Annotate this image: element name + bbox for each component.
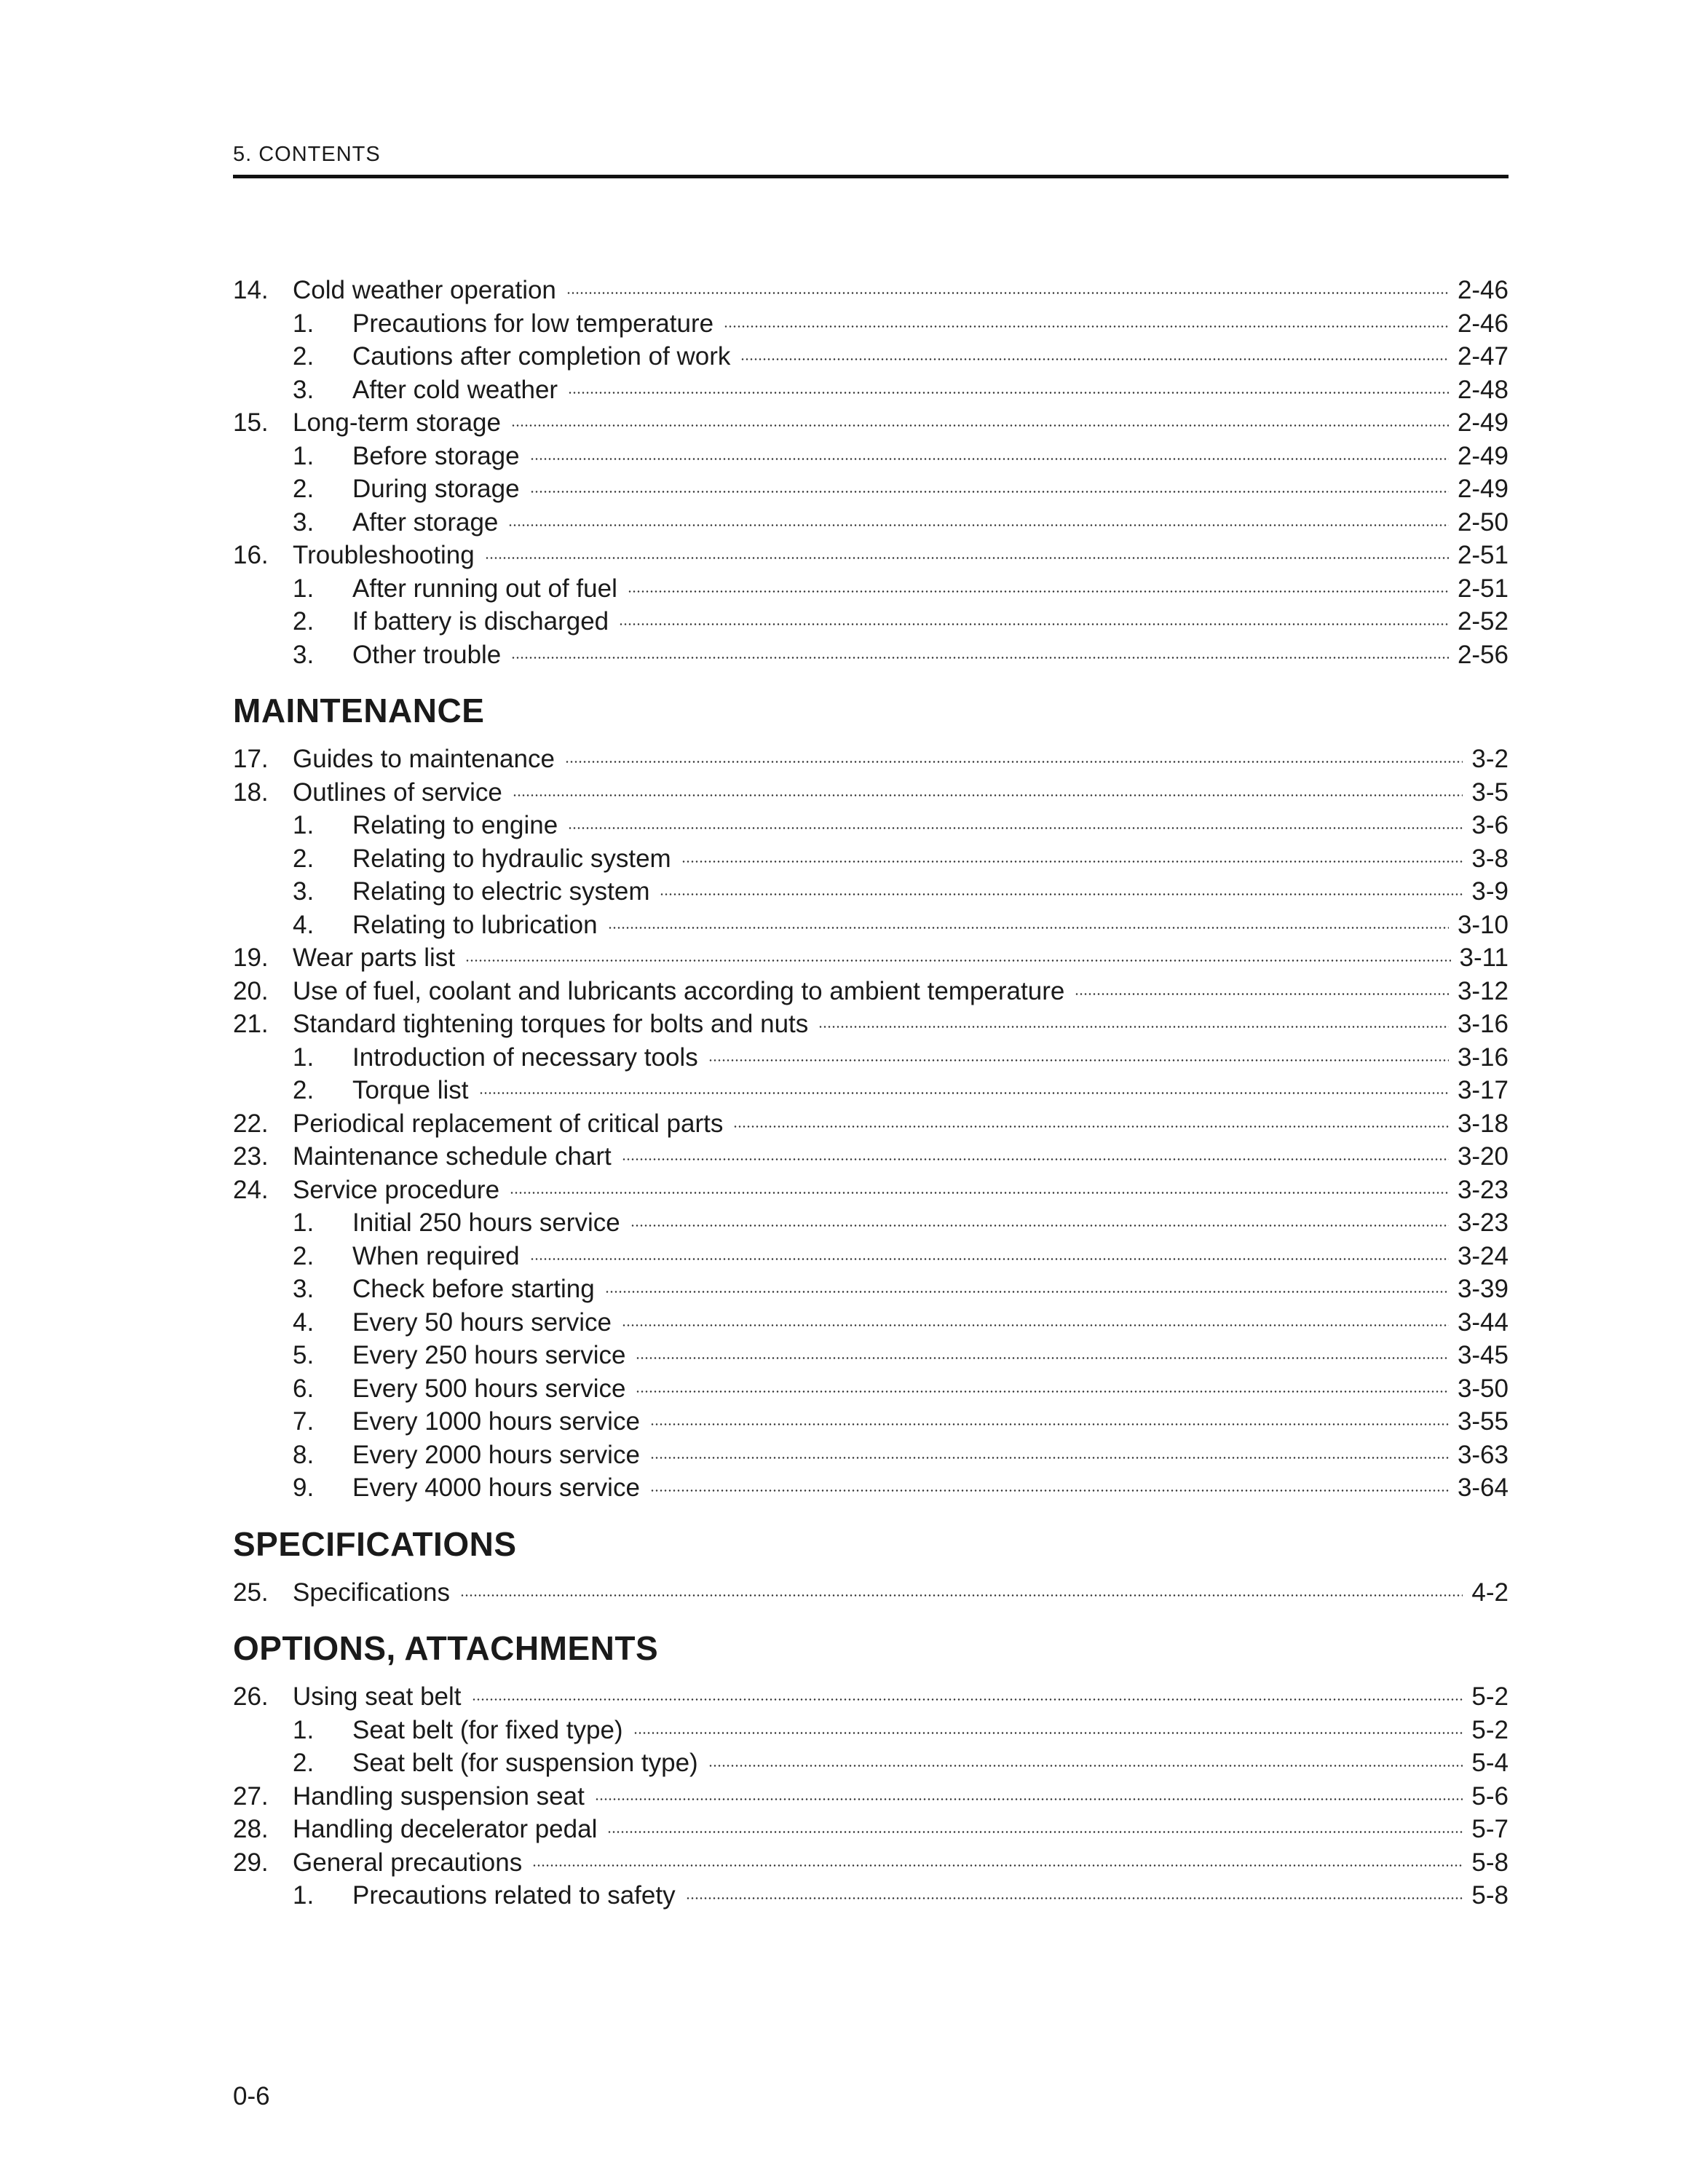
toc-entry <box>233 1008 1509 1041</box>
toc-entry-title: Wear parts list <box>293 943 456 972</box>
toc-entry-page: 3-20 <box>1457 1142 1509 1171</box>
toc-entry-number: 1. <box>293 441 315 470</box>
toc-entry-title: Every 500 hours service <box>352 1374 626 1403</box>
toc-entry-title: Relating to electric system <box>352 877 650 906</box>
toc-subentry <box>233 506 1509 539</box>
toc-subentry <box>233 1405 1509 1439</box>
toc-entry-page: 3-17 <box>1457 1076 1509 1104</box>
toc-entry <box>233 1846 1509 1880</box>
toc-entry-title: Initial 250 hours service <box>352 1208 620 1237</box>
dot-leader <box>622 1158 1449 1160</box>
toc-entry-title: Every 2000 hours service <box>352 1440 640 1469</box>
toc-entry-page: 3-8 <box>1471 844 1509 873</box>
toc-entry-title: Torque list <box>352 1076 469 1104</box>
toc-entry-page: 3-18 <box>1457 1109 1509 1138</box>
toc-entry-title: Relating to lubrication <box>352 910 598 939</box>
dot-leader <box>530 458 1449 460</box>
toc-entry-number: 28. <box>233 1815 269 1843</box>
toc-subentry <box>233 572 1509 606</box>
toc-entry-page: 3-39 <box>1457 1275 1509 1303</box>
toc-entry-number: 3. <box>293 507 315 537</box>
toc-entry-title: Cautions after completion of work <box>352 342 731 371</box>
toc-entry-page: 3-45 <box>1457 1341 1509 1369</box>
dot-leader <box>472 1698 1463 1701</box>
toc-subentry <box>233 605 1509 638</box>
toc-entry-number: 2. <box>293 1749 315 1777</box>
toc-subentry <box>233 1240 1509 1273</box>
toc-entry-page: 2-49 <box>1457 408 1509 437</box>
running-header: 5. CONTENTS <box>233 143 381 166</box>
toc-entry-title: Other trouble <box>352 640 502 669</box>
toc-subentry <box>233 373 1509 407</box>
page-number: 0-6 <box>233 2082 270 2110</box>
toc-entry-page: 3-9 <box>1471 877 1509 906</box>
toc-entry-page: 2-46 <box>1457 309 1509 338</box>
dot-leader <box>633 1732 1463 1734</box>
toc-entry-page: 5-4 <box>1471 1749 1509 1777</box>
dot-leader <box>660 893 1463 895</box>
toc-entry-number: 19. <box>233 943 269 972</box>
dot-leader <box>608 927 1449 929</box>
toc-entry-page: 3-6 <box>1471 811 1509 839</box>
toc-entry-number: 27. <box>233 1781 269 1811</box>
toc-subentry <box>233 1041 1509 1075</box>
dot-leader <box>532 1864 1463 1867</box>
toc-entry-title: Handling decelerator pedal <box>293 1815 598 1843</box>
toc-entry-title: Precautions related to safety <box>352 1881 676 1910</box>
toc-entry-title: General precautions <box>293 1848 523 1877</box>
dot-leader <box>566 292 1449 294</box>
toc-entry-number: 6. <box>293 1374 315 1403</box>
toc-entry-page: 3-23 <box>1457 1208 1509 1237</box>
toc-entry-title: Every 4000 hours service <box>352 1473 640 1502</box>
toc-entry-number: 7. <box>293 1407 315 1436</box>
toc-entry-title: Maintenance schedule chart <box>293 1142 612 1171</box>
dot-leader <box>681 860 1463 863</box>
toc-entry-number: 2. <box>293 1076 315 1104</box>
toc-entry <box>233 776 1509 810</box>
toc-entry-page: 3-12 <box>1457 976 1509 1005</box>
dot-leader <box>636 1357 1448 1359</box>
toc-entry-title: Seat belt (for fixed type) <box>352 1715 623 1744</box>
toc-entry <box>233 941 1509 975</box>
toc-subentry <box>233 1372 1509 1406</box>
toc-entry <box>233 1107 1509 1141</box>
dot-leader <box>1075 993 1449 995</box>
toc-entry-number: 21. <box>233 1010 269 1038</box>
toc-entry-page: 3-44 <box>1457 1307 1509 1337</box>
toc-entry-title: Troubleshooting <box>293 541 475 569</box>
toc-entry-number: 3. <box>293 877 315 906</box>
toc-entry-title: Cold weather operation <box>293 276 556 304</box>
toc-entry-number: 4. <box>293 910 315 939</box>
table-of-contents <box>233 274 1509 1912</box>
toc-entry-title: Periodical replacement of critical parts <box>293 1109 724 1138</box>
dot-leader <box>510 1192 1449 1194</box>
toc-entry-page: 3-50 <box>1457 1374 1509 1403</box>
toc-subentry <box>233 1273 1509 1306</box>
toc-subentry <box>233 1339 1509 1372</box>
toc-entry-title: Service procedure <box>293 1175 500 1204</box>
toc-entry-page: 3-16 <box>1457 1010 1509 1038</box>
toc-entry-number: 29. <box>233 1848 269 1877</box>
toc-entry <box>233 743 1509 776</box>
dot-leader <box>595 1798 1463 1800</box>
header-rule <box>233 175 1509 178</box>
toc-entry-page: 3-23 <box>1457 1175 1509 1204</box>
toc-entry-title: Long-term storage <box>293 408 501 437</box>
dot-leader <box>485 557 1449 559</box>
dot-leader <box>605 1291 1449 1293</box>
dot-leader <box>530 491 1449 493</box>
toc-subentry <box>233 307 1509 341</box>
toc-entry-title: When required <box>352 1241 520 1270</box>
toc-entry-page: 3-55 <box>1457 1407 1509 1436</box>
toc-entry-page: 5-8 <box>1471 1881 1509 1910</box>
toc-entry-title: Guides to maintenance <box>293 745 555 773</box>
toc-entry <box>233 1813 1509 1846</box>
section-heading: MAINTENANCE <box>233 692 485 729</box>
toc-subentry <box>233 1306 1509 1340</box>
toc-entry <box>233 1140 1509 1174</box>
toc-entry-number: 1. <box>293 574 315 603</box>
dot-leader <box>511 657 1449 659</box>
toc-entry-number: 9. <box>293 1473 315 1502</box>
toc-entry-page: 2-56 <box>1457 640 1509 669</box>
toc-subentry <box>233 340 1509 373</box>
toc-entry-title: Precautions for low temperature <box>352 309 714 338</box>
toc-subentry <box>233 1471 1509 1505</box>
toc-entry-number: 5. <box>293 1341 315 1369</box>
toc-entry-number: 3. <box>293 1275 315 1303</box>
toc-entry-number: 26. <box>233 1682 269 1711</box>
dot-leader <box>650 1489 1449 1492</box>
toc-entry-page: 2-49 <box>1457 475 1509 503</box>
toc-subentry <box>233 472 1509 506</box>
toc-entry-page: 3-16 <box>1457 1042 1509 1072</box>
toc-entry <box>233 274 1509 307</box>
toc-entry-number: 2. <box>293 607 315 636</box>
toc-entry-page: 2-51 <box>1457 541 1509 569</box>
dot-leader <box>465 960 1451 962</box>
toc-entry-page: 5-2 <box>1471 1682 1509 1711</box>
toc-subentry <box>233 809 1509 842</box>
toc-entry <box>233 539 1509 572</box>
dot-leader <box>733 1125 1449 1128</box>
toc-subentry <box>233 638 1509 672</box>
dot-leader <box>628 590 1449 593</box>
toc-entry-page: 5-2 <box>1471 1715 1509 1744</box>
toc-entry-number: 2. <box>293 475 315 503</box>
toc-entry-number: 23. <box>233 1142 269 1171</box>
toc-entry-page: 2-49 <box>1457 441 1509 470</box>
toc-entry <box>233 1174 1509 1207</box>
toc-entry-number: 24. <box>233 1175 269 1204</box>
toc-subentry <box>233 909 1509 942</box>
toc-entry-number: 1. <box>293 811 315 839</box>
toc-entry-page: 3-2 <box>1471 745 1509 773</box>
toc-entry-title: After running out of fuel <box>352 574 617 603</box>
dot-leader <box>607 1831 1463 1833</box>
toc-entry-number: 4. <box>293 1307 315 1337</box>
dot-leader <box>650 1457 1449 1459</box>
toc-entry-title: Using seat belt <box>293 1682 462 1711</box>
toc-entry-number: 1. <box>293 1715 315 1744</box>
toc-entry-title: Seat belt (for suspension type) <box>352 1749 698 1777</box>
toc-entry <box>233 1576 1509 1610</box>
toc-entry-number: 17. <box>233 745 269 773</box>
dot-leader <box>818 1026 1449 1028</box>
dot-leader <box>708 1059 1449 1061</box>
toc-entry-page: 3-64 <box>1457 1473 1509 1502</box>
toc-entry <box>233 1780 1509 1813</box>
toc-entry-title: Handling suspension seat <box>293 1781 585 1811</box>
dot-leader <box>622 1324 1449 1326</box>
toc-entry-page: 2-48 <box>1457 375 1509 404</box>
dot-leader <box>636 1390 1448 1393</box>
dot-leader <box>740 358 1449 360</box>
toc-entry-title: Relating to hydraulic system <box>352 844 671 873</box>
dot-leader <box>513 794 1463 796</box>
toc-entry-title: Before storage <box>352 441 520 470</box>
toc-entry-page: 3-10 <box>1457 910 1509 939</box>
toc-entry-number: 15. <box>233 408 269 437</box>
dot-leader <box>565 761 1463 763</box>
toc-entry-number: 22. <box>233 1109 269 1138</box>
toc-entry <box>233 975 1509 1008</box>
toc-entry-title: Every 1000 hours service <box>352 1407 640 1436</box>
toc-entry-number: 2. <box>293 844 315 873</box>
toc-entry-title: During storage <box>352 475 520 503</box>
toc-entry-page: 2-52 <box>1457 607 1509 636</box>
toc-entry-number: 1. <box>293 1042 315 1072</box>
toc-entry-title: Outlines of service <box>293 778 502 807</box>
toc-subentry <box>233 1074 1509 1107</box>
toc-entry-number: 18. <box>233 778 269 807</box>
toc-entry-page: 2-47 <box>1457 342 1509 371</box>
toc-entry-title: Introduction of necessary tools <box>352 1042 698 1072</box>
dot-leader <box>708 1765 1463 1767</box>
toc-entry-number: 16. <box>233 541 269 569</box>
dot-leader <box>724 325 1449 328</box>
toc-entry <box>233 1680 1509 1714</box>
toc-subentry <box>233 842 1509 876</box>
toc-entry-page: 3-63 <box>1457 1440 1509 1469</box>
toc-entry-title: Specifications <box>293 1578 450 1607</box>
dot-leader <box>619 623 1449 625</box>
toc-entry-number: 2. <box>293 342 315 371</box>
toc-entry-title: Check before starting <box>352 1275 595 1303</box>
toc-entry-number: 25. <box>233 1578 269 1607</box>
toc-entry-page: 4-2 <box>1471 1578 1509 1607</box>
toc-entry-number: 14. <box>233 276 269 304</box>
dot-leader <box>479 1092 1449 1094</box>
toc-entry-page: 3-11 <box>1459 943 1509 972</box>
toc-subentry <box>233 875 1509 909</box>
toc-entry-title: Relating to engine <box>352 811 558 839</box>
dot-leader <box>630 1224 1449 1227</box>
dot-leader <box>650 1423 1449 1425</box>
dot-leader <box>568 392 1449 394</box>
dot-leader <box>530 1258 1449 1260</box>
dot-leader <box>686 1897 1463 1899</box>
toc-entry-number: 3. <box>293 640 315 669</box>
toc-subentry <box>233 440 1509 473</box>
toc-entry-page: 2-50 <box>1457 507 1509 537</box>
toc-entry-page: 3-5 <box>1471 778 1509 807</box>
dot-leader <box>568 827 1463 829</box>
toc-entry-page: 5-7 <box>1471 1815 1509 1843</box>
toc-subentry <box>233 1439 1509 1472</box>
section-heading: OPTIONS, ATTACHMENTS <box>233 1629 659 1667</box>
toc-entry-title: If battery is discharged <box>352 607 609 636</box>
toc-entry-number: 20. <box>233 976 269 1005</box>
toc-entry-page: 5-6 <box>1471 1781 1509 1811</box>
dot-leader <box>460 1594 1463 1597</box>
toc-entry-number: 8. <box>293 1440 315 1469</box>
toc-entry-title: Standard tightening torques for bolts and nuts <box>293 1010 809 1038</box>
dot-leader <box>511 424 1449 427</box>
dot-leader <box>508 524 1449 526</box>
toc-entry-title: Every 50 hours service <box>352 1307 612 1337</box>
toc-entry-page: 2-51 <box>1457 574 1509 603</box>
toc-entry <box>233 406 1509 440</box>
toc-entry-title: After storage <box>352 507 499 537</box>
toc-entry-number: 3. <box>293 375 315 404</box>
toc-subentry <box>233 1746 1509 1780</box>
toc-entry-title: Every 250 hours service <box>352 1341 626 1369</box>
toc-entry-page: 5-8 <box>1471 1848 1509 1877</box>
toc-entry-number: 1. <box>293 1208 315 1237</box>
toc-entry-page: 2-46 <box>1457 276 1509 304</box>
section-heading: SPECIFICATIONS <box>233 1524 517 1563</box>
toc-subentry <box>233 1714 1509 1747</box>
toc-subentry <box>233 1879 1509 1912</box>
toc-entry-number: 1. <box>293 1881 315 1910</box>
toc-entry-number: 1. <box>293 309 315 338</box>
toc-entry-page: 3-24 <box>1457 1241 1509 1270</box>
toc-entry-number: 2. <box>293 1241 315 1270</box>
toc-entry-title: After cold weather <box>352 375 558 404</box>
toc-entry-title: Use of fuel, coolant and lubricants according to ambient temperature <box>293 976 1065 1005</box>
toc-subentry <box>233 1206 1509 1240</box>
